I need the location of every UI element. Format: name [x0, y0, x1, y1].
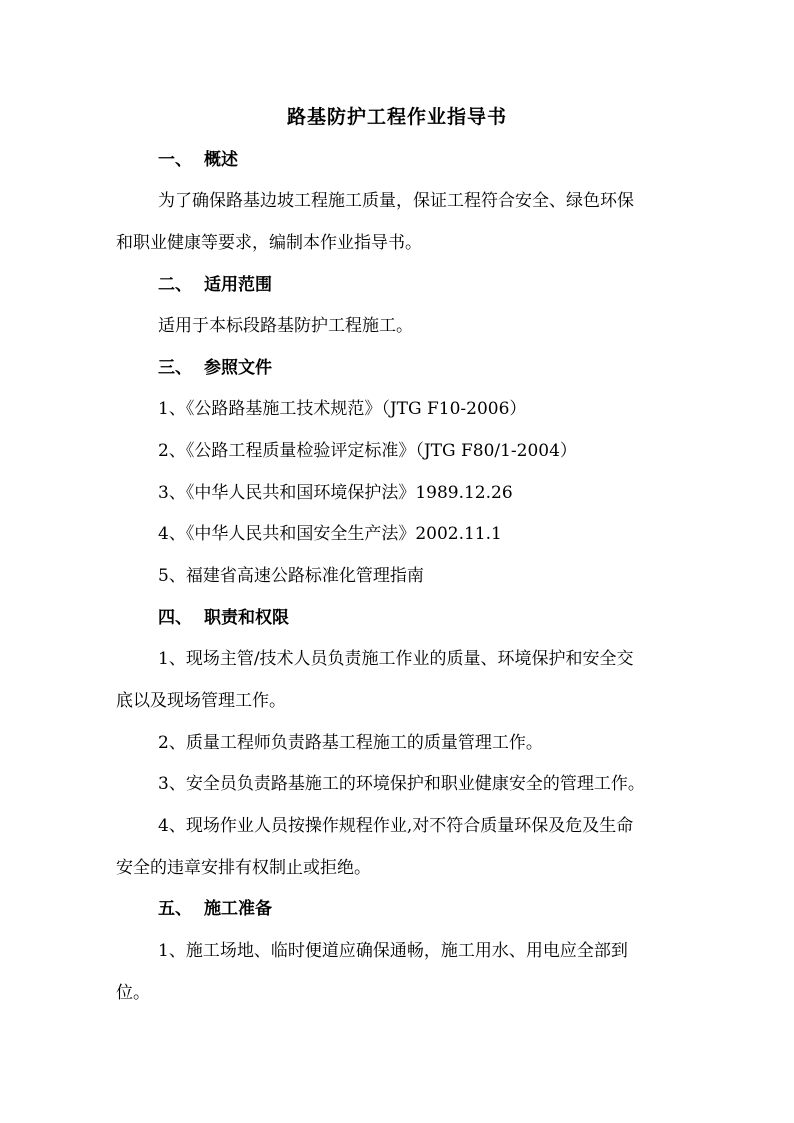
section-number: 五、: [158, 899, 192, 919]
section-heading-overview: [158, 148, 238, 172]
paragraph-line: 1、现场主管/技术人员负责施工作业的质量、环境保护和安全交: [158, 649, 634, 669]
section-number: 三、: [158, 358, 192, 378]
document-title: 路基防护工程作业指导书: [286, 106, 507, 128]
paragraph-line: 适用于本标段路基防护工程施工。: [158, 316, 413, 336]
paragraph-line: 2、质量工程师负责路基工程施工的质量管理工作。: [158, 733, 543, 753]
section-number: 一、: [158, 150, 192, 170]
section-title: 适用范围: [204, 275, 272, 295]
section-title: 职责和权限: [204, 608, 289, 628]
paragraph-line: 为了确保路基边坡工程施工质量，保证工程符合安全、绿色环保: [158, 191, 634, 211]
section-number: 四、: [158, 608, 192, 628]
section-heading-duties: [158, 606, 289, 630]
reference-item: 5、福建省高速公路标准化管理指南: [158, 566, 424, 586]
paragraph-line: 和职业健康等要求，编制本作业指导书。: [116, 233, 422, 253]
reference-item: 2、《公路工程质量检验评定标准》（JTG F80/1-2004）: [158, 441, 577, 461]
section-heading-preparation: [158, 897, 272, 921]
reference-item: 3、《中华人民共和国环境保护法》1989.12.26: [158, 483, 513, 503]
paragraph-line: 底以及现场管理工作。: [116, 691, 286, 711]
section-heading-references: [158, 356, 272, 380]
reference-item: 1、《公路路基施工技术规范》（JTG F10-2006）: [158, 399, 527, 419]
section-heading-scope: [158, 273, 272, 297]
section-title: 参照文件: [204, 358, 272, 378]
paragraph-line: 位。: [116, 983, 150, 1003]
paragraph-line: 1、施工场地、临时便道应确保通畅，施工用水、用电应全部到: [158, 941, 628, 961]
section-title: 施工准备: [204, 899, 272, 919]
section-title: 概述: [204, 150, 238, 170]
section-number: 二、: [158, 275, 192, 295]
paragraph-line: 4、现场作业人员按操作规程作业,对不符合质量环保及危及生命: [158, 816, 634, 836]
reference-item: 4、《中华人民共和国安全生产法》2002.11.1: [158, 524, 502, 544]
paragraph-line: 安全的违章安排有权制止或拒绝。: [116, 858, 371, 878]
paragraph-line: 3、安全员负责路基施工的环境保护和职业健康安全的管理工作。: [158, 774, 645, 794]
